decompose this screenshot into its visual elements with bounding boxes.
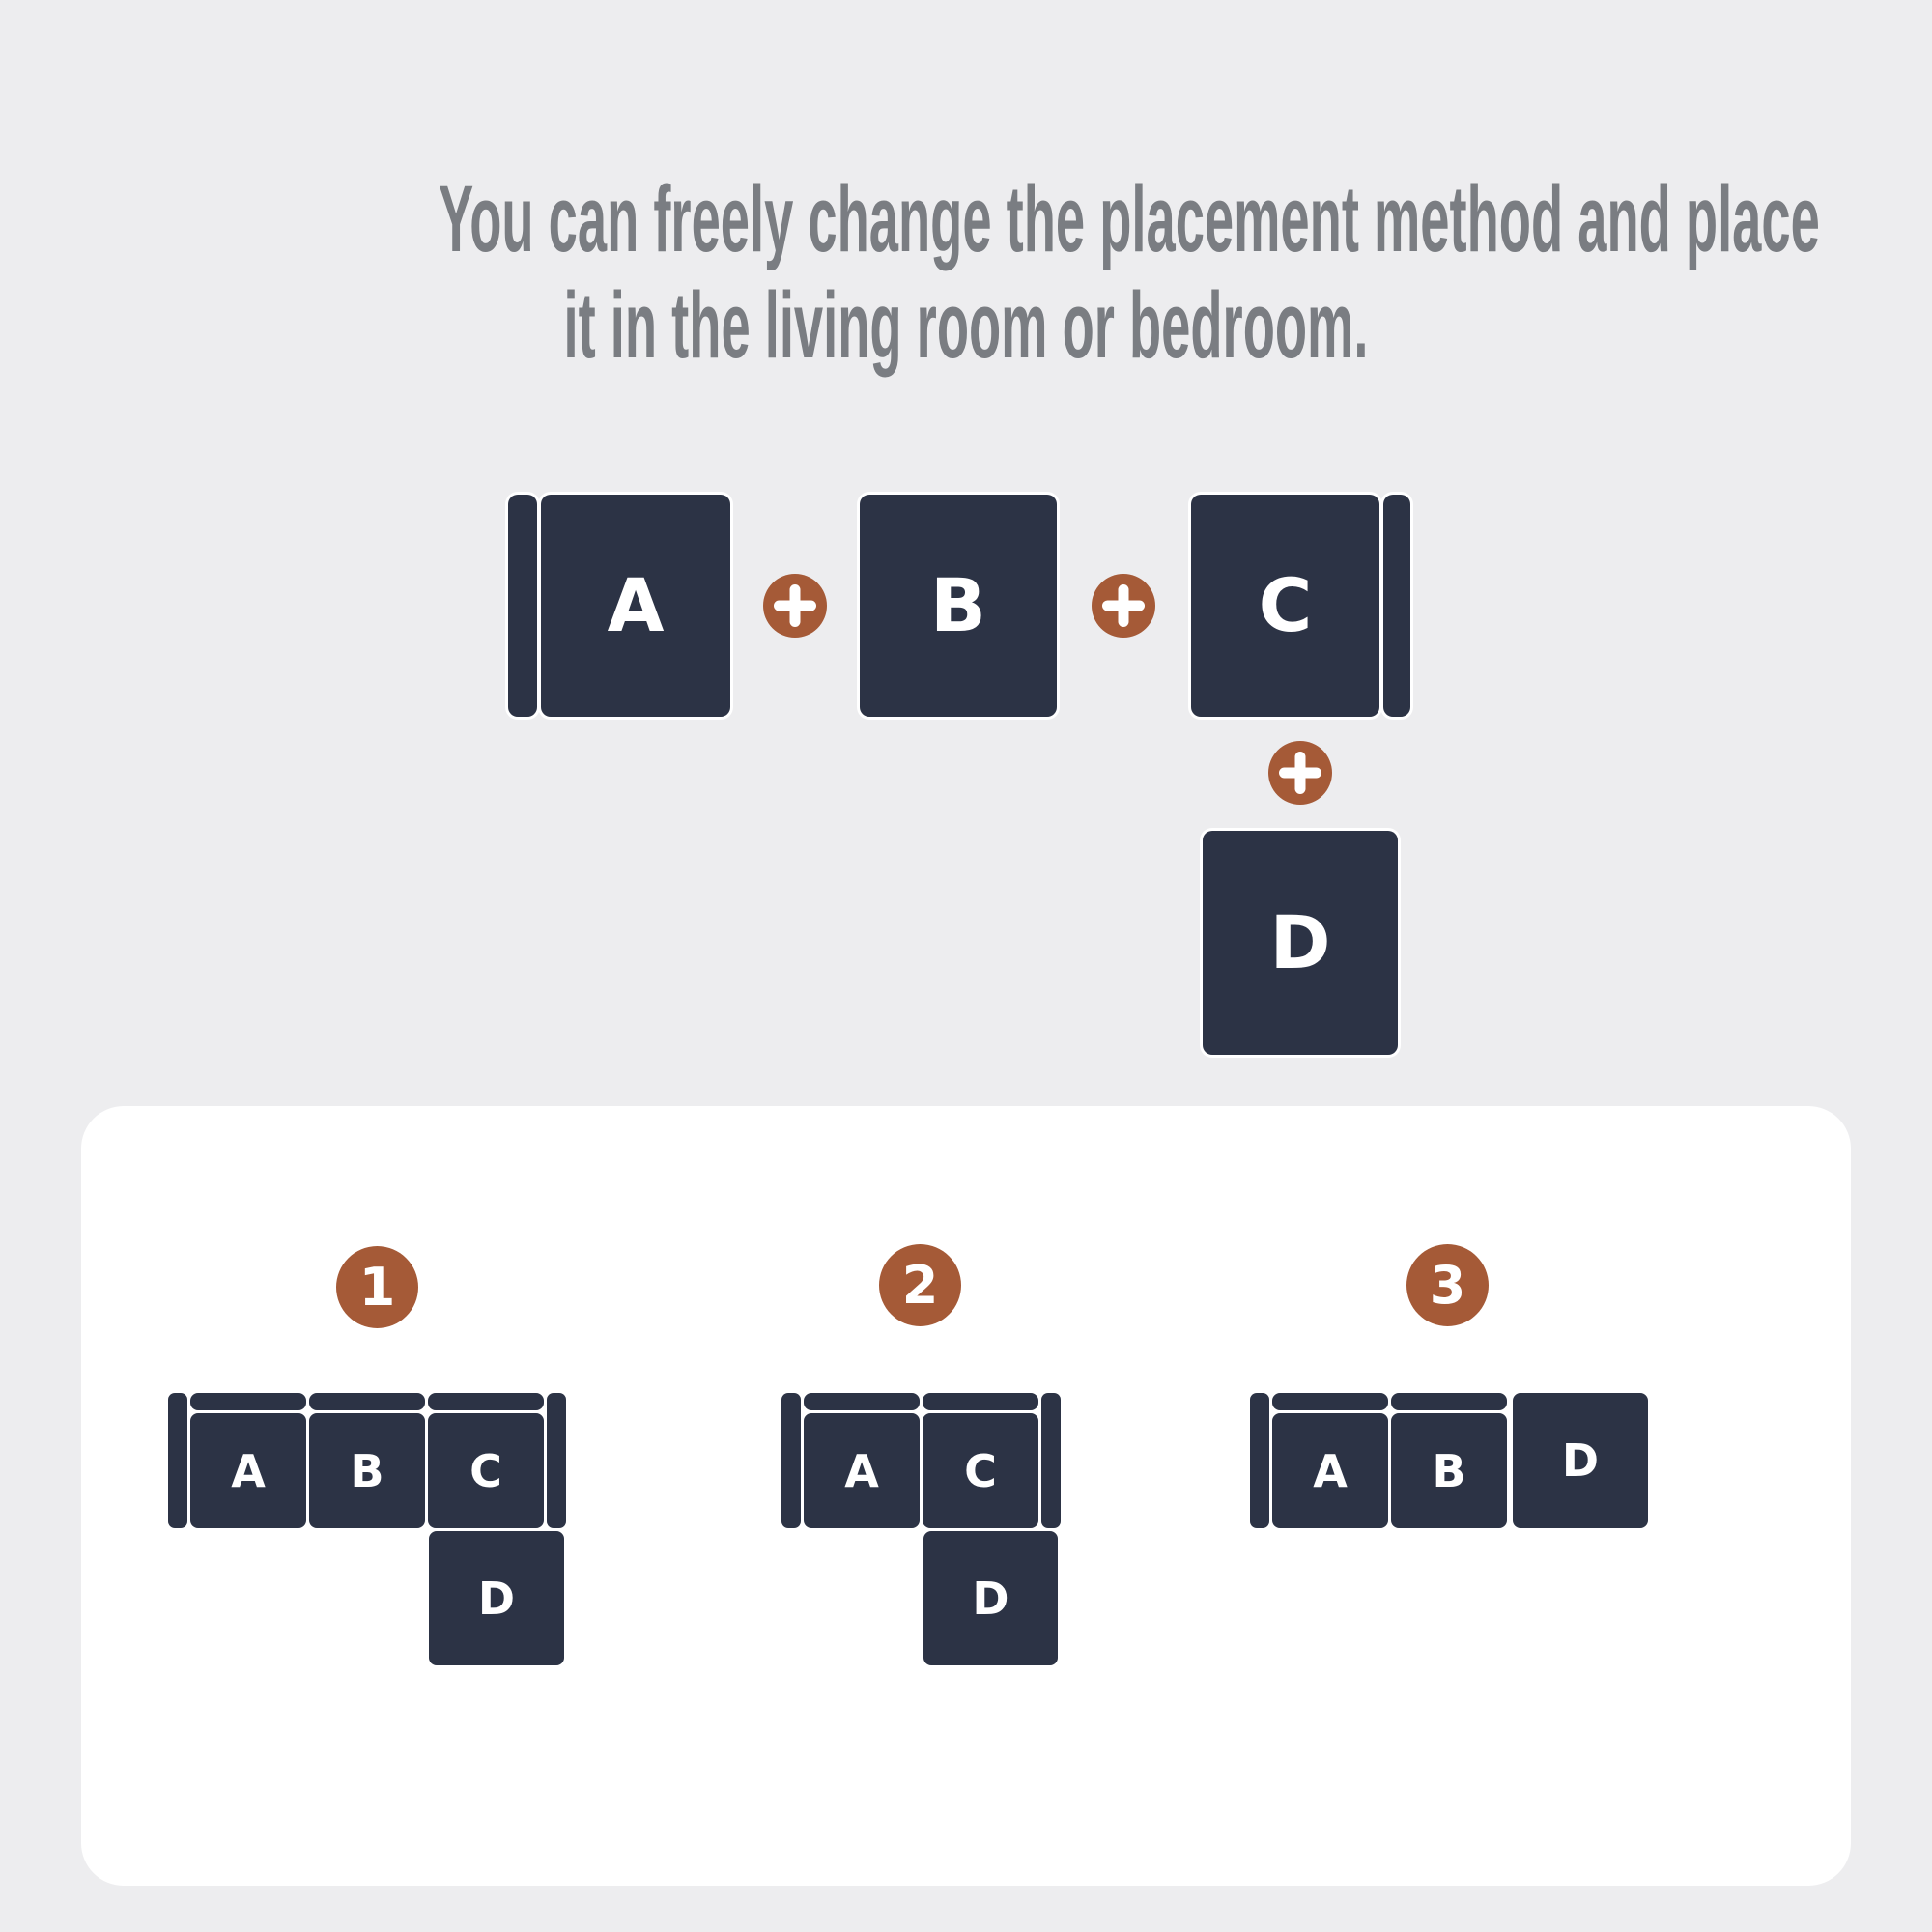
module-b-block (860, 495, 1057, 717)
config-2-number: 2 (901, 1255, 939, 1316)
plus-icon (763, 574, 827, 638)
config-2-left-armrest (781, 1393, 801, 1528)
module-c-block (1191, 495, 1379, 717)
module-b-label: B (930, 562, 986, 648)
config-1-seat-b (309, 1413, 425, 1528)
config-3-seat-a (1272, 1413, 1388, 1528)
config-2-backrest (923, 1393, 1038, 1410)
config-1-number: 1 (358, 1257, 396, 1318)
config-3-backrest (1391, 1393, 1507, 1410)
seat-a-label: A (844, 1444, 879, 1497)
title-line-1: You can freely change the placement method and place (439, 166, 1820, 271)
seat-b-label: B (1432, 1444, 1466, 1497)
module-a-armrest (508, 495, 537, 717)
config-1-ottoman-d (429, 1531, 564, 1665)
plus-icon (1092, 574, 1155, 638)
module-c-armrest (1383, 495, 1410, 717)
config-3-backrest (1272, 1393, 1388, 1410)
config-1-left-armrest (168, 1393, 187, 1528)
seat-b-label: B (350, 1444, 384, 1497)
config-2-backrest (804, 1393, 920, 1410)
config-2-seat-a (804, 1413, 920, 1528)
seat-c-label: C (964, 1444, 997, 1497)
config-2-ottoman-d (923, 1531, 1058, 1665)
seat-a-label: A (1313, 1444, 1348, 1497)
config-1-badge (336, 1246, 418, 1328)
plus-icon (1268, 741, 1332, 805)
config-3-end-module-d (1513, 1393, 1648, 1528)
seat-d-label: D (477, 1572, 516, 1625)
seat-c-label: C (469, 1444, 502, 1497)
module-c-label: C (1258, 562, 1313, 648)
module-d-block (1203, 831, 1398, 1055)
config-1-backrest (309, 1393, 425, 1410)
config-1-seat-a (190, 1413, 306, 1528)
config-3-seat-b (1391, 1413, 1507, 1528)
title-line-2: it in the living room or bedroom. (563, 272, 1369, 378)
config-3-badge (1406, 1244, 1489, 1326)
config-1-right-armrest (547, 1393, 566, 1528)
module-a-block (541, 495, 730, 717)
module-a-label: A (607, 562, 665, 648)
seat-a-label: A (231, 1444, 266, 1497)
config-3-left-armrest (1250, 1393, 1269, 1528)
config-3-number: 3 (1429, 1255, 1466, 1316)
module-d-label: D (1269, 899, 1331, 985)
page-title (24, 166, 1908, 379)
config-2-badge (879, 1244, 961, 1326)
seat-d-label: D (1561, 1435, 1600, 1487)
config-2-seat-c (923, 1413, 1038, 1528)
config-1-seat-c (428, 1413, 544, 1528)
config-1-backrest (428, 1393, 544, 1410)
seat-d-label: D (972, 1572, 1009, 1625)
config-1-backrest (190, 1393, 306, 1410)
config-2-right-armrest (1041, 1393, 1061, 1528)
